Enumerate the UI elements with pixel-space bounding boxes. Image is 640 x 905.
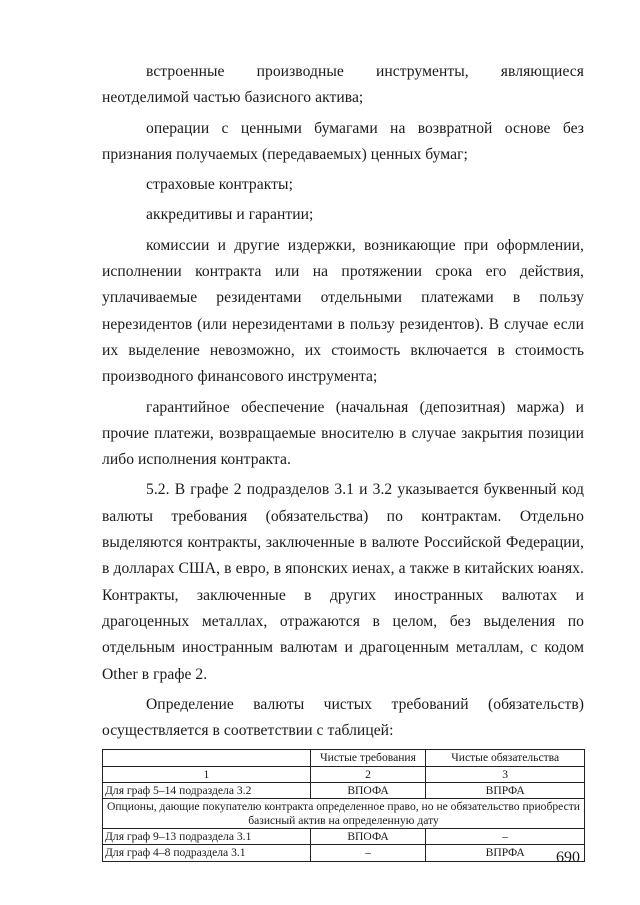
table-cell: ВПРФА	[426, 783, 585, 799]
table-note-cell: Опционы, дающие покупателю контракта определенное право, но не обязательство приобрести базисный актив на определенную дату	[103, 799, 585, 829]
paragraph-margin: гарантийное обеспечение (начальная (депозитная) маржа) и прочие платежи, возвращаемые вносителю в случае закрытия позиции либо исполнения контракта.	[102, 398, 584, 469]
paragraph-commissions: комиссии и другие издержки, возникающие при оформлении, исполнении контракта или на протяжении срока его действия, уплачиваемые резидентами отдельными платежами в пользу нерезидентов (или нерезидентами в пользу резидентов). В случае если их выделение невозможно, их стоимость включается в стоимость производного финансового инструмента;	[102, 236, 584, 386]
table-cell: Для граф 4–8 подраздела 3.1	[103, 845, 311, 861]
table-number-cell: 1	[103, 766, 311, 782]
currency-table	[102, 749, 585, 861]
table-cell: –	[426, 828, 585, 844]
table-header-cell	[103, 750, 311, 766]
paragraph-securities-operations: операции с ценными бумагами на возвратной основе без признания получаемых (передаваемых) ценных бумаг;	[102, 119, 584, 163]
table-note-row	[103, 799, 585, 829]
paragraph-5-2: 5.2. В графе 2 подразделов 3.1 и 3.2 указывается буквенный код валюты требования (обязательства) по контрактам. Отдельно выделяются контракты, заключенные в валюте Российской Федерации, в долларах США, в евро, в японских иенах, а также в китайских юанях. Контракты, заключенные в других иностранных валютах и драгоценных металлах, отражаются в целом, без выделения по отдельным иностранным валютам и драгоценным металлам, с кодом Other в графе 2.	[102, 481, 584, 683]
table-header-row	[103, 750, 585, 766]
table-cell: Для граф 9–13 подраздела 3.1	[103, 828, 311, 844]
table-number-cell: 3	[426, 766, 585, 782]
table-row	[103, 845, 585, 861]
table-cell: Для граф 5–14 подраздела 3.2	[103, 783, 311, 799]
table-row	[103, 828, 585, 844]
page-number: 690	[556, 849, 580, 866]
table-cell: ВПОФА	[310, 828, 426, 844]
table-header-cell: Чистые требования	[310, 750, 426, 766]
table-number-row	[103, 766, 585, 782]
paragraph-insurance-contracts: страховые контракты;	[146, 176, 293, 194]
table-cell: ВПОФА	[310, 783, 426, 799]
paragraph-table-intro: Определение валюты чистых требований (обязательств) осуществляется в соответствии с таблицей:	[102, 695, 584, 740]
paragraph-letters-of-credit: аккредитивы и гарантии;	[146, 206, 314, 224]
document-page	[102, 59, 584, 862]
table-header-cell: Чистые обязательства	[426, 750, 585, 766]
table-row	[103, 783, 585, 799]
paragraph-embedded-derivatives: встроенные производные инструменты, являющиеся неотделимой частью базисного актива;	[102, 63, 584, 107]
table-cell: –	[310, 845, 426, 861]
table-cell: ВПРФА	[426, 845, 585, 861]
table-number-cell: 2	[310, 766, 426, 782]
